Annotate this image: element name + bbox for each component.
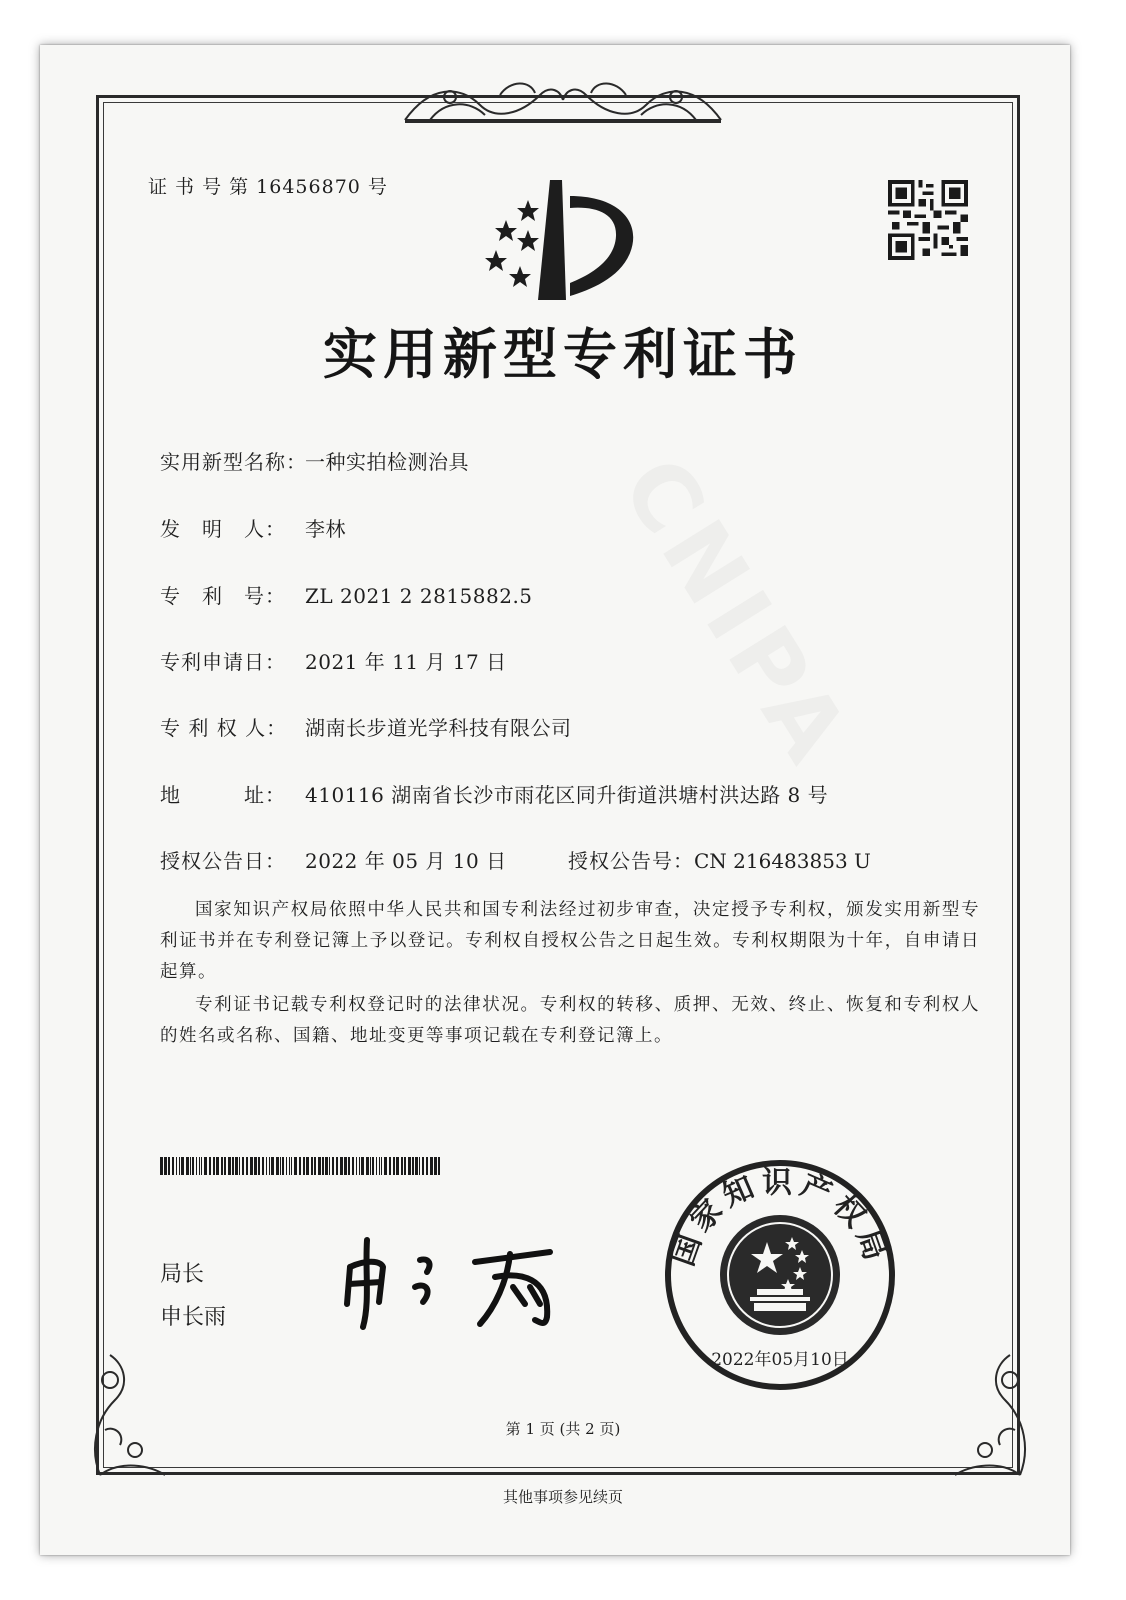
field-value: ZL 2021 2 2815882.5: [305, 584, 533, 608]
field-label: 专 利 权 人：: [160, 716, 288, 740]
field-utility-model-name: [160, 446, 469, 475]
field-value: 410116 湖南省长沙市雨花区同升街道洪塘村洪达路 8 号: [305, 783, 829, 807]
continued-note: 其他事项参见续页: [502, 1488, 623, 1506]
cnipa-emblem: [470, 178, 640, 303]
seal-text: 国家知识产权局: [665, 1165, 895, 1271]
bottom-left-ornament: [80, 1340, 170, 1480]
qr-code: [888, 180, 968, 260]
seal-date: 2022年05月10日: [711, 1350, 849, 1370]
official-seal: [662, 1157, 898, 1393]
certificate-number: 证 书 号 第 16456870 号: [148, 176, 388, 198]
page-number: 第 1 页 (共 2 页): [505, 1420, 621, 1438]
field-grant-number: [568, 845, 871, 874]
field-label: 授权公告号：: [568, 849, 694, 873]
field-label: 专 利 号：: [160, 584, 286, 608]
field-label: 专利申请日：: [160, 650, 286, 674]
field-value: 2022 年 05 月 10 日: [305, 849, 507, 873]
field-label: 发 明 人：: [160, 517, 286, 541]
field-label: 授权公告日：: [160, 849, 286, 873]
field-grant-date: [160, 845, 507, 874]
barcode: [160, 1157, 442, 1175]
field-application-date: [160, 646, 507, 675]
field-value: CN 216483853 U: [694, 849, 871, 873]
statement-paragraph-2: 专利证书记载专利权登记时的法律状况。专利权的转移、质押、无效、终止、恢复和专利权人的姓名或名称、国籍、地址变更等事项记载在专利登记簿上。: [160, 995, 980, 1046]
field-value: 2021 年 11 月 17 日: [305, 650, 507, 674]
field-patentee: [160, 712, 572, 741]
field-value: 湖南长步道光学科技有限公司: [305, 716, 572, 740]
director-title: 局长: [160, 1262, 205, 1287]
field-value: 李林: [305, 517, 346, 541]
field-label: 地 址：: [160, 783, 286, 807]
director-name: 申长雨: [160, 1305, 227, 1330]
statement-paragraph-1: 国家知识产权局依照中华人民共和国专利法经过初步审查，决定授予专利权，颁发实用新型专利证书并在专利登记簿上予以登记。专利权自授权公告之日起生效。专利权期限为十年，自申请日起算。: [160, 900, 980, 982]
certificate-title: 实用新型专利证书: [323, 323, 803, 386]
top-ornament: [400, 75, 726, 130]
bottom-right-ornament: [950, 1340, 1040, 1480]
field-address: [160, 779, 828, 808]
field-inventor: [160, 513, 346, 542]
director-signature: [335, 1232, 580, 1332]
field-label: 实用新型名称：: [160, 450, 307, 474]
field-value: 一种实拍检测治具: [305, 450, 469, 474]
field-patent-number: [160, 580, 533, 609]
